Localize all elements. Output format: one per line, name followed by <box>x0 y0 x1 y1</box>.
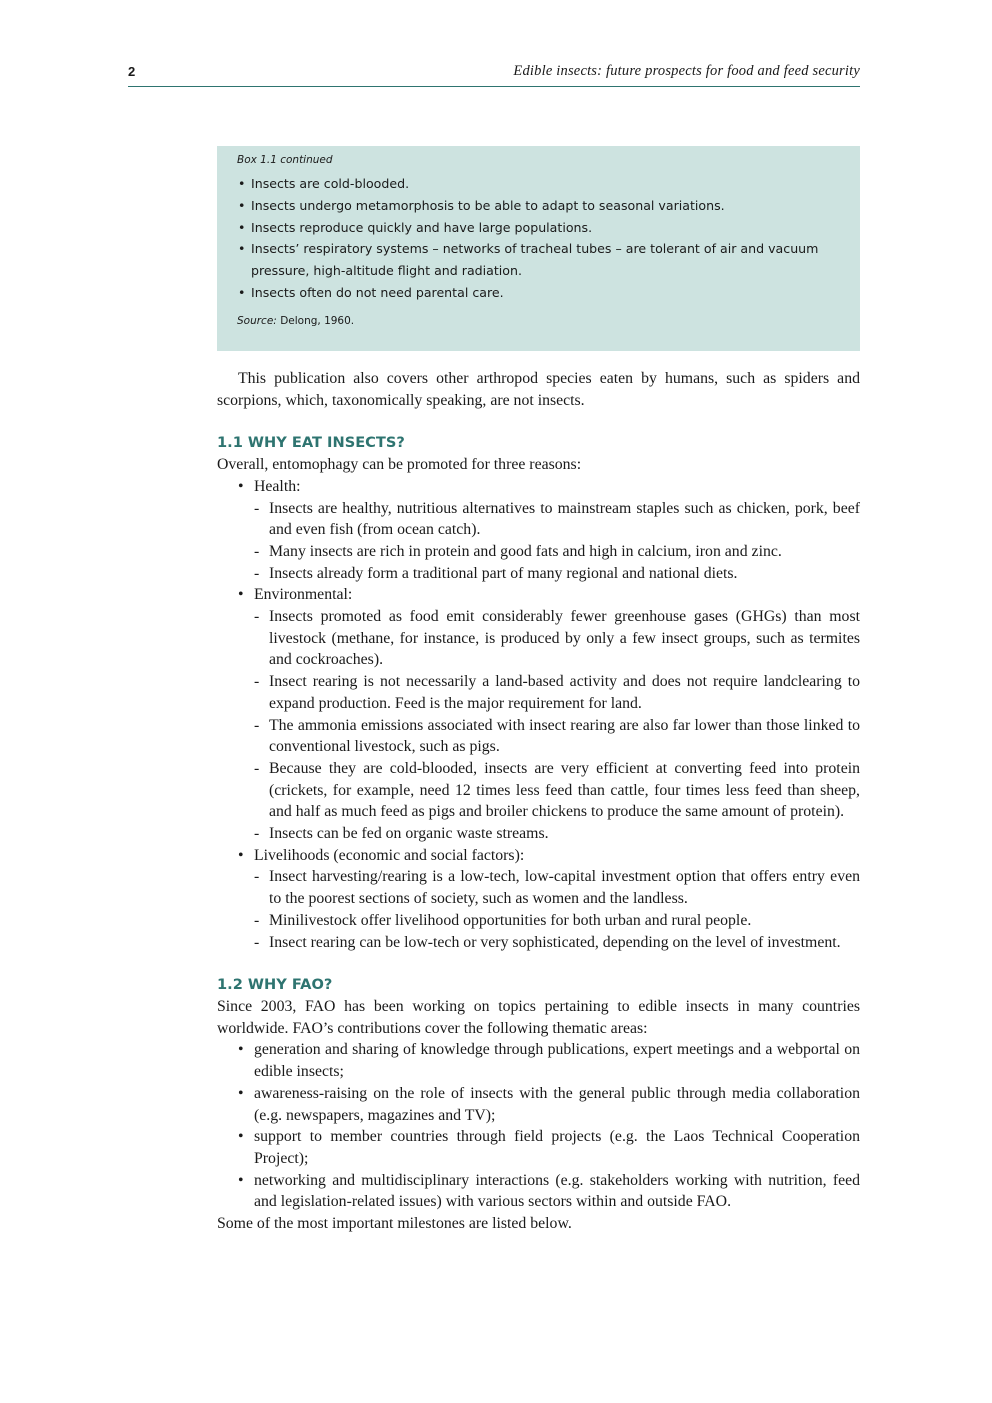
intro-paragraph: This publication also covers other arthropod species eaten by humans, such as spiders and scorpions, which, taxonomically speaking, are not insects. <box>217 370 860 409</box>
reason-title: Environmental: <box>254 586 353 604</box>
reason-group-health <box>217 476 860 585</box>
running-header <box>128 62 860 87</box>
list-item: - The ammonia emissions associated with insect rearing are also far lower than those linked to conventional livestock, such as pigs. <box>254 716 860 756</box>
box-1-1-continued <box>217 146 860 351</box>
reason-group-livelihoods <box>217 845 860 954</box>
reason-items <box>254 498 860 585</box>
box-item: • Insects’ respiratory systems – networks of tracheal tubes – are tolerant of air and vacuum pressure, high-altitude flight and radiation. <box>237 238 840 282</box>
list-item: • networking and multidisciplinary interactions (e.g. stakeholders working with nutrition, feed and legislation-related issues) with various sectors within and outside FAO. <box>238 1171 860 1211</box>
reason-group-environmental <box>217 584 860 844</box>
bullet-glyph: • <box>238 846 244 864</box>
bullet-glyph: • <box>238 284 246 300</box>
list-item: • support to member countries through field projects (e.g. the Laos Technical Cooperation Project); <box>238 1128 860 1167</box>
bullet-glyph: • <box>238 219 246 235</box>
bullet-glyph: • <box>238 477 244 495</box>
source-label: Source: <box>237 314 277 327</box>
list-item: - Insect rearing is not necessarily a land-based activity and does not require landclearing to expand production. Feed is the major requirement for land. <box>254 673 860 712</box>
running-title: Edible insects: future prospects for food and feed security <box>513 63 860 79</box>
list-item: - Because they are cold-blooded, insects are very efficient at converting feed into protein (crickets, for example, need 12 times less feed than cattle, four times less feed than sheep, and half as much feed as pigs and broiler chickens to produce the same amount of protein). <box>254 759 860 821</box>
section1-lead: Overall, entomophagy can be promoted for three reasons: <box>217 456 582 474</box>
list-item: - Insect harvesting/rearing is a low-tech, low-capital investment option that offers entry even to the poorest sections of society, such as women and the landless. <box>254 868 860 908</box>
box-continued-label: Box 1.1 continued <box>237 154 333 166</box>
main-text <box>217 368 860 1235</box>
reason-items <box>254 866 860 953</box>
list-item: - Many insects are rich in protein and good fats and high in calcium, iron and zinc. <box>254 542 782 560</box>
list-item: - Insects already form a traditional part of many regional and national diets. <box>254 564 738 582</box>
reason-title: Health: <box>254 477 301 495</box>
box-item: • Insects are cold-blooded. <box>237 173 840 195</box>
source-text: Delong, 1960. <box>280 314 355 327</box>
thematic-areas-list <box>217 1039 860 1213</box>
reasons-list <box>217 476 860 953</box>
list-item: • generation and sharing of knowledge through publications, expert meetings and a webportal on edible insects; <box>238 1041 860 1081</box>
section-heading-why-fao: 1.2 WHY FAO? <box>217 976 333 994</box>
box-item: • Insects undergo metamorphosis to be able to adapt to seasonal variations. <box>237 195 840 217</box>
list-item: • awareness-raising on the role of insects with the general public through media collaboration (e.g. newspapers, magazines and TV); <box>238 1084 860 1124</box>
list-item: - Insects can be fed on organic waste streams. <box>254 825 549 843</box>
list-item: - Insect rearing can be low-tech or very sophisticated, depending on the level of investment. <box>254 933 841 951</box>
list-item: - Insects promoted as food emit considerably fewer greenhouse gases (GHGs) than most livestock (methane, for instance, is produced by only a few insect groups, such as termites and cockroaches). <box>254 608 860 669</box>
list-item: - Insects are healthy, nutritious alternatives to mainstream staples such as chicken, pork, beef and even fish (from ocean catch). <box>254 499 860 539</box>
section-heading-why-eat-insects: 1.1 WHY EAT INSECTS? <box>217 434 405 452</box>
box-source <box>237 314 840 328</box>
bullet-glyph: • <box>238 586 244 604</box>
box-item: • Insects reproduce quickly and have large populations. <box>237 217 840 239</box>
bullet-glyph: • <box>238 176 246 191</box>
reason-items <box>254 606 860 845</box>
section2-lead: Since 2003, FAO has been working on topics pertaining to edible insects in many countries worldwide. FAO’s contributions cover the following thematic areas: <box>217 997 860 1037</box>
list-item: - Minilivestock offer livelihood opportunities for both urban and rural people. <box>254 911 752 929</box>
bullet-glyph: • <box>238 241 246 257</box>
bullet-glyph: • <box>238 197 246 213</box>
closing-sentence: Some of the most important milestones are listed below. <box>217 1215 572 1233</box>
reason-title: Livelihoods (economic and social factors): <box>254 846 525 864</box>
page-number: 2 <box>128 64 136 79</box>
box-item: • Insects often do not need parental care. <box>237 282 840 304</box>
box-bullet-list <box>237 173 840 304</box>
